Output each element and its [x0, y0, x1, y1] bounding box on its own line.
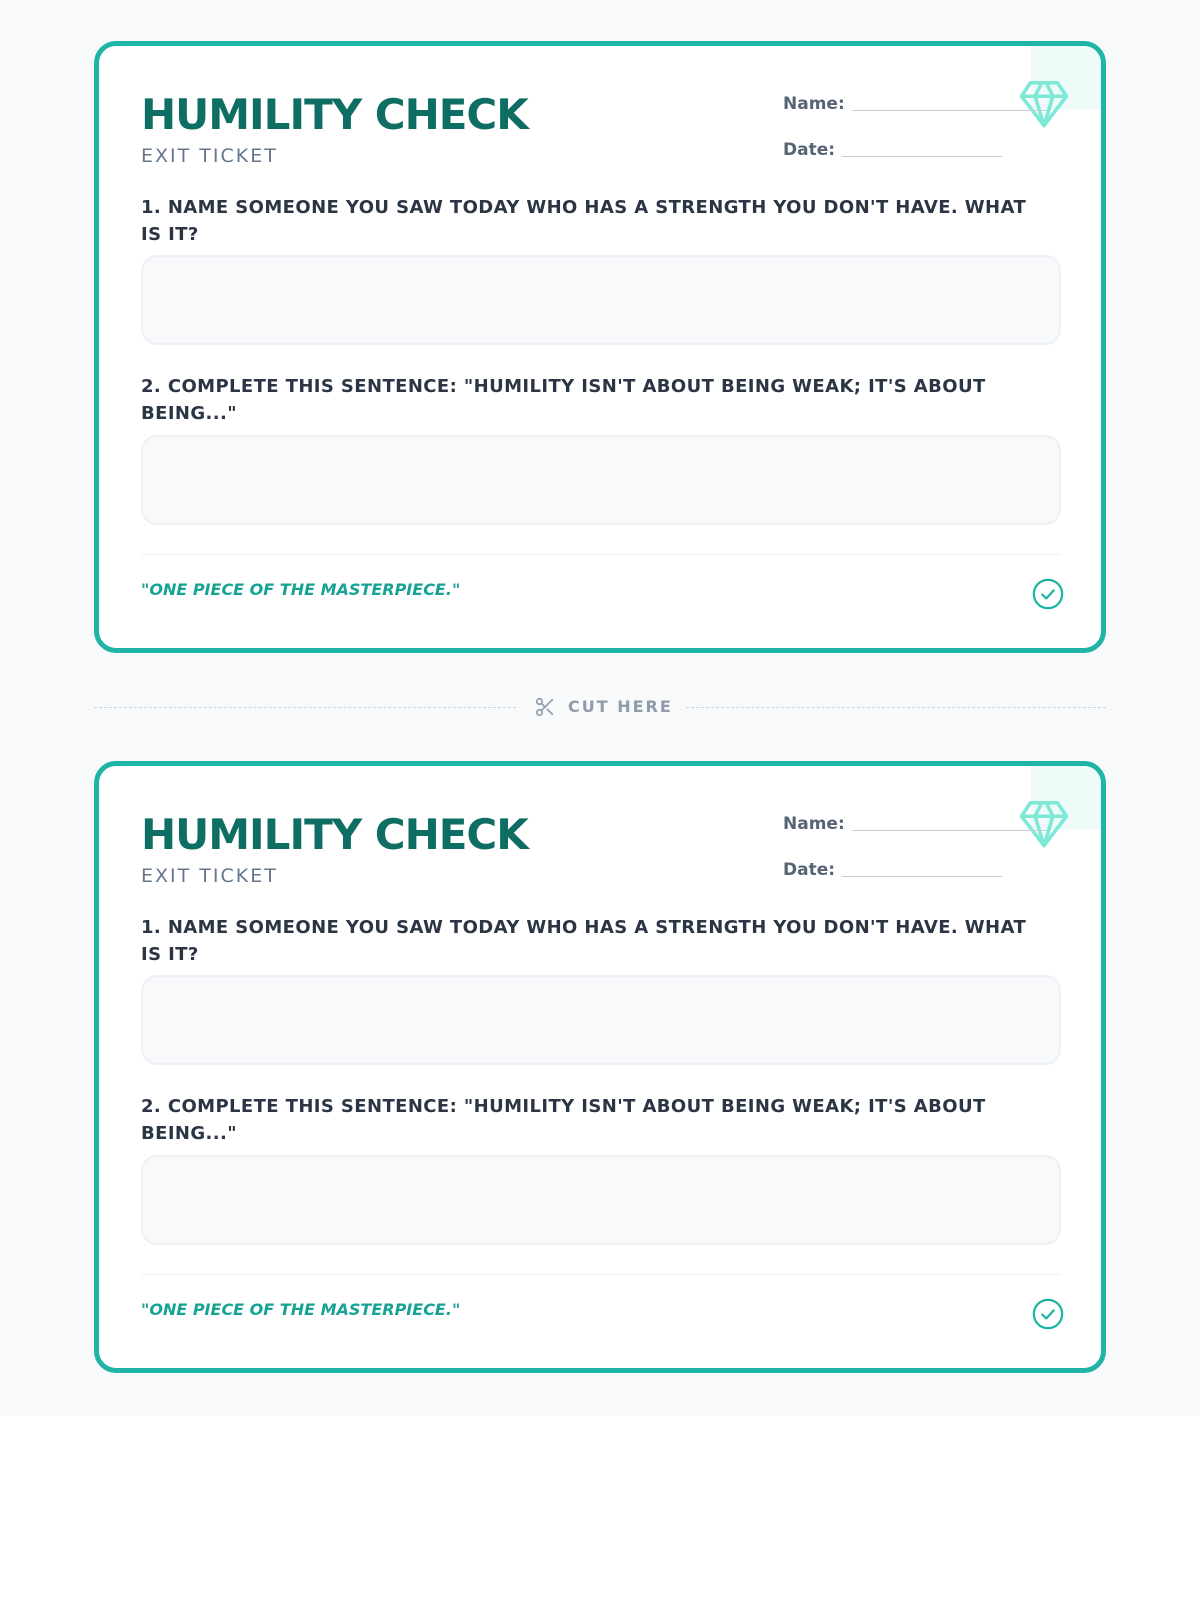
exit-ticket-2 [94, 761, 1106, 1373]
answer-box-1[interactable] [141, 255, 1061, 345]
gem-icon [1017, 796, 1071, 850]
cut-dashed-line-right [686, 707, 1106, 708]
question-1: 1. NAME SOMEONE YOU SAW TODAY WHO HAS A STRENGTH YOU DON'T HAVE. WHAT IS IT? [141, 197, 1027, 245]
check-circle-icon [1031, 1297, 1065, 1331]
footer-quote: "ONE PIECE OF THE MASTERPIECE." [141, 1300, 461, 1319]
answer-box-2[interactable] [141, 1155, 1061, 1245]
footer-divider [141, 554, 1061, 555]
name-label: Name: [783, 94, 845, 114]
ticket-title: HUMILITY CHECK [141, 810, 528, 859]
exit-ticket-1 [94, 41, 1106, 653]
ticket-title: HUMILITY CHECK [141, 90, 528, 139]
date-field[interactable] [842, 876, 1002, 877]
ticket-subtitle: EXIT TICKET [141, 145, 278, 167]
gem-icon [1017, 76, 1071, 130]
date-label: Date: [783, 860, 836, 880]
cut-here-divider [94, 693, 1106, 723]
cut-dashed-line-left [94, 707, 516, 708]
answer-box-1[interactable] [141, 975, 1061, 1065]
date-label: Date: [783, 140, 836, 160]
question-2: 2. COMPLETE THIS SENTENCE: "HUMILITY ISN'T ABOUT BEING WEAK; IT'S ABOUT BEING..." [141, 376, 986, 424]
name-label: Name: [783, 814, 845, 834]
question-1: 1. NAME SOMEONE YOU SAW TODAY WHO HAS A STRENGTH YOU DON'T HAVE. WHAT IS IT? [141, 917, 1027, 965]
name-field[interactable] [852, 110, 1047, 111]
question-2: 2. COMPLETE THIS SENTENCE: "HUMILITY ISN'T ABOUT BEING WEAK; IT'S ABOUT BEING..." [141, 1096, 986, 1144]
scissors-icon [534, 696, 556, 718]
footer-divider [141, 1274, 1061, 1275]
ticket-subtitle: EXIT TICKET [141, 865, 278, 887]
name-field[interactable] [852, 830, 1047, 831]
footer-quote: "ONE PIECE OF THE MASTERPIECE." [141, 580, 461, 599]
cut-here-label: CUT HERE [568, 697, 673, 716]
answer-box-2[interactable] [141, 435, 1061, 525]
check-circle-icon [1031, 577, 1065, 611]
date-field[interactable] [842, 156, 1002, 157]
